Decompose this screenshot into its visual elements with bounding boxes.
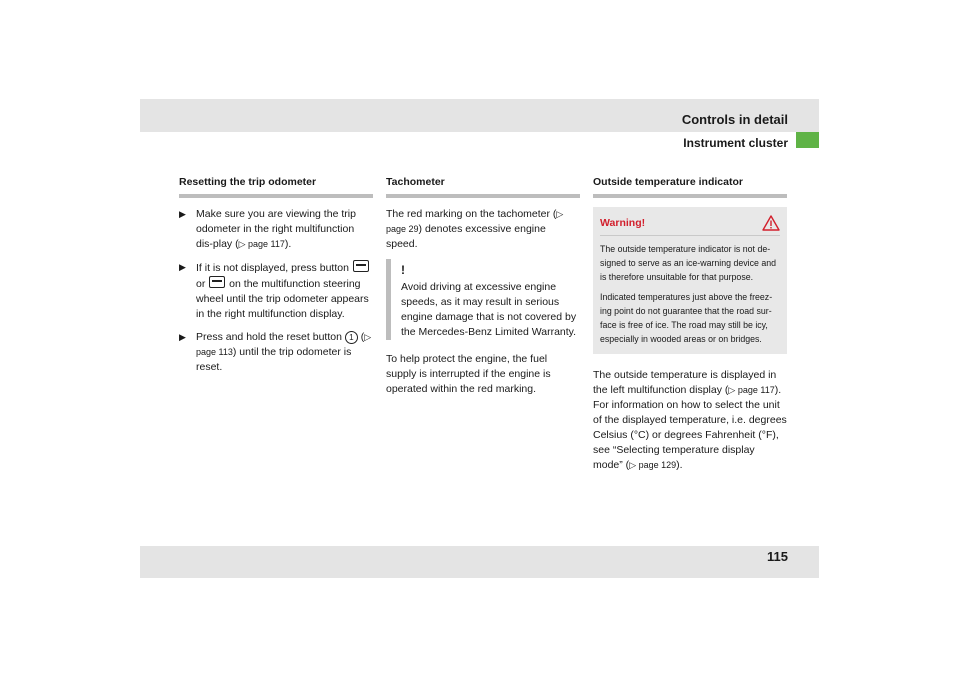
exclamation-icon: ! xyxy=(401,263,405,277)
reset-button-callout: 1 xyxy=(345,331,358,344)
paragraph: The red marking on the tachometer (▷ page 29) denotes excessive engine speed. xyxy=(386,208,564,250)
footer-band xyxy=(140,546,819,578)
section-rule xyxy=(179,194,373,198)
section-heading: Outside temperature indicator xyxy=(593,176,743,188)
page-reference[interactable]: ▷ page 29 xyxy=(386,209,564,234)
warning-box xyxy=(593,207,787,354)
paragraph: The outside temperature is displayed in the left multifunction display (▷ page 117). For information on how to select the unit of the displayed temperature, i.e. degrees Celsius (°C) or degrees Fahrenheit (°F), see “Selecting temperature display mode” (▷ page 129). xyxy=(593,369,787,471)
column-outside-temperature xyxy=(593,175,787,480)
page-subtitle: Instrument cluster xyxy=(683,136,788,150)
page-reference[interactable]: ▷ page 129 xyxy=(629,460,677,470)
section-heading: Resetting the trip odometer xyxy=(179,176,317,188)
warning-text: Indicated temperatures just above the freez-ing point do not guarantee that the road sur-face is free of ice. The road may still be icy, especially in wooded areas or on bridges. xyxy=(600,292,773,344)
page-number: 115 xyxy=(767,549,788,564)
section-rule xyxy=(386,194,580,198)
page-reference[interactable]: ▷ page 117 xyxy=(728,385,775,395)
page-title: Controls in detail xyxy=(681,112,788,127)
list-item: ▶ Press and hold the reset button 1 (▷ page 113) until the trip odometer is reset. xyxy=(179,331,372,373)
page-reference[interactable]: ▷ page 117 xyxy=(238,239,285,249)
notice-text: Avoid driving at excessive engine speeds, as it may result in serious engine damage that is not covered by the Mercedes-Benz Limited Warranty. xyxy=(401,281,577,338)
column-tachometer xyxy=(386,175,580,404)
display-down-button-icon xyxy=(209,276,225,288)
warning-label: Warning! xyxy=(600,216,646,229)
bullet-arrow-icon: ▶ xyxy=(179,209,186,219)
notice-box xyxy=(386,259,580,340)
page-reference[interactable]: ▷ page 113 xyxy=(196,332,372,357)
column-trip-odometer xyxy=(179,175,373,383)
list-item: ▶ Make sure you are viewing the trip odometer in the right multifunction dis-play (▷ page 117). xyxy=(179,208,356,250)
bullet-arrow-icon: ▶ xyxy=(179,332,186,342)
display-up-button-icon xyxy=(353,260,369,272)
warning-triangle-icon xyxy=(762,215,780,231)
warning-divider xyxy=(600,235,780,236)
warning-text: The outside temperature indicator is not de-signed to serve as an ice-warning device and is therefore unsuitable for that purpose. xyxy=(600,244,777,282)
section-marker xyxy=(796,132,819,148)
bullet-arrow-icon: ▶ xyxy=(179,262,186,272)
paragraph: To help protect the engine, the fuel supply is interrupted if the engine is operated within the red marking. xyxy=(386,353,551,395)
section-heading: Tachometer xyxy=(386,176,445,188)
section-rule xyxy=(593,194,787,198)
list-item: ▶ If it is not displayed, press button or on the multifunction steering wheel until the trip odometer appears in the right multifunction display. xyxy=(179,262,369,320)
